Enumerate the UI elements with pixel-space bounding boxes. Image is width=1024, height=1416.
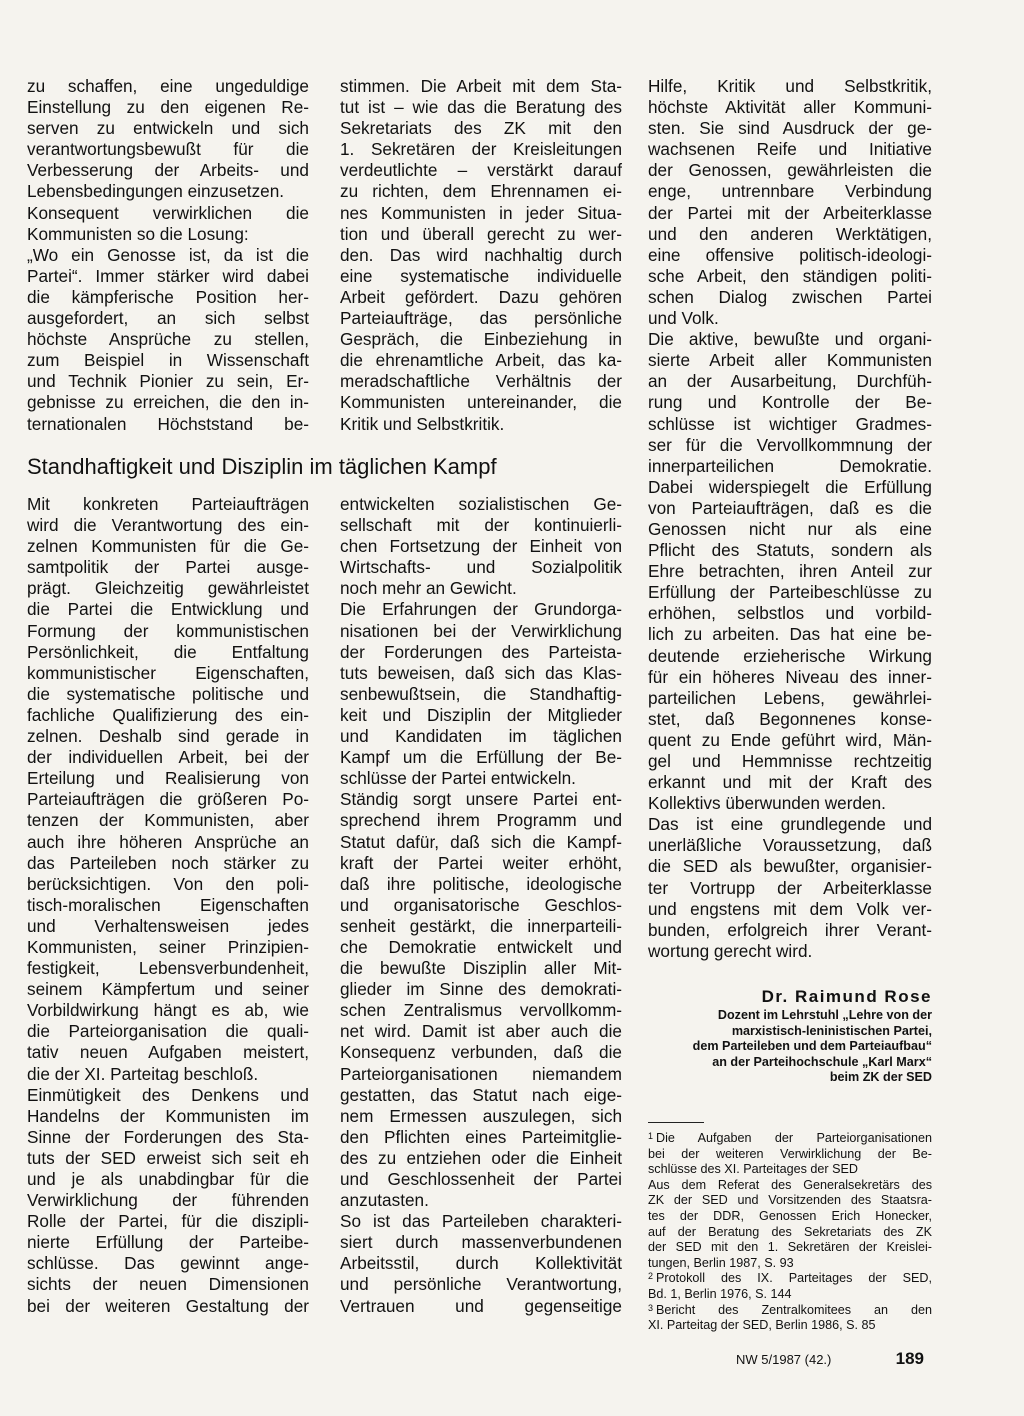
text-line: bunden, erfolgreich ihrer Verant- [648, 919, 932, 940]
text-line: glieder im Sinne des demokrati- [340, 979, 622, 1000]
footnote-text: schlüsse des XI. Parteitages der SED [648, 1162, 858, 1177]
footnote-line [648, 1162, 932, 1178]
text-line: lich zu arbeiten. Das hat eine be- [648, 624, 932, 645]
text-line: Parteiorganisationen niemandem [340, 1063, 622, 1084]
text-line: Rolle der Partei, für die diszipli- [27, 1211, 309, 1232]
text-line: die systematische politische und [27, 683, 309, 704]
footnote-text: Die Aufgaben der Parteiorganisationen [656, 1131, 932, 1145]
text-line: innerparteilichen Demokratie. [648, 455, 932, 476]
text-line: zu schaffen, eine ungeduldige [27, 76, 309, 96]
text-line: gebnisse zu erreichen, die den in- [27, 392, 309, 413]
text-line: Sinne der Forderungen des Sta- [27, 1126, 309, 1147]
text-line: und organisatorische Geschlos- [340, 894, 622, 915]
text-line: siert durch massenverbundenen [340, 1232, 622, 1253]
text-line: deutende erzieherische Wirkung [648, 645, 932, 666]
text-line: kommunistischer Eigenschaften, [27, 662, 309, 683]
text-line: 1. Sekretären der Kreisleitungen [340, 139, 622, 160]
text-line: Ehre betrachten, ihren Anteil zur [648, 561, 932, 582]
text-line: Kollektivs überwunden werden. [648, 793, 886, 814]
text-line: des zu entziehen oder die Einheit [340, 1147, 622, 1168]
text-line: tenzen der Kommunisten, aber [27, 810, 309, 831]
text-line: Genossen nicht nur als eine [648, 518, 932, 539]
text-line: Lebensbedingungen einzusetzen. [27, 181, 285, 202]
column-2-top-text [340, 76, 622, 435]
text-line: Partei“. Immer stärker wird dabei [27, 265, 309, 286]
text-line: Arbeit gefördert. Dazu gehören [340, 286, 622, 307]
text-line: erhöhen, selbstlos und vorbild- [648, 603, 932, 624]
text-line: entwickelten sozialistischen Ge- [340, 494, 622, 514]
journal-issue: NW 5/1987 (42.) [736, 1352, 832, 1367]
section-heading: Standhaftigkeit und Disziplin im täglichen Kampf [27, 454, 497, 479]
text-line: schlüsse. Das gewinnt ange- [27, 1253, 309, 1274]
text-line: Arbeitsstil, durch Kollektivität [340, 1253, 622, 1274]
text-line: Konsequenz verbunden, daß die [340, 1042, 622, 1063]
text-line: die SED als bewußter, organisier- [648, 856, 932, 877]
text-line: Gespräch, die Einbeziehung in [340, 329, 622, 350]
text-line: und den anderen Werktätigen, [648, 223, 932, 244]
footnote-text: tungen, Berlin 1987, S. 93 [648, 1255, 794, 1270]
page-number: 189 [895, 1349, 924, 1368]
text-line: zu richten, dem Ehrennamen ei- [340, 181, 622, 202]
text-line: senbewußtsein, die Standhaftig- [340, 683, 622, 704]
text-line: berücksichtigen. Von den poli- [27, 873, 309, 894]
text-line: meradschaftliche Verhältnis der [340, 371, 622, 392]
footnote-text: bei der weiteren Verwirklichung der Be- [648, 1146, 932, 1161]
text-line: noch mehr an Gewicht. [340, 578, 517, 599]
text-line: zelnen Kommunisten für die Ge- [27, 536, 309, 557]
text-line: stet, daß Begonnenes konse- [648, 708, 932, 729]
text-line: Sekretariats des ZK mit den [340, 118, 622, 139]
text-line: die kämpferische Position her- [27, 286, 309, 307]
author-affiliation-line: beim ZK der SED [829, 1070, 932, 1085]
text-line: Handelns der Kommunisten im [27, 1105, 309, 1126]
text-line: wird die Verantwortung des ein- [27, 515, 309, 536]
text-line: Parteiaufträge, das persönliche [340, 308, 622, 329]
text-line: Kommunisten untereinander, die [340, 392, 622, 413]
text-line: Das ist eine grundlegende und [648, 814, 932, 835]
text-line: und Geschlossenheit der Partei [340, 1169, 622, 1189]
text-line: das Parteileben noch stärker zu [27, 852, 309, 873]
text-line: nisationen bei der Verwirklichung [340, 620, 622, 641]
text-line: verantwortungsbewußt für die [27, 139, 309, 160]
text-line: kraft der Partei weiter erhöht, [340, 852, 622, 873]
footnote-marker: 3 [648, 1302, 654, 1313]
text-line: net wird. Damit ist aber auch die [340, 1021, 622, 1042]
text-line: fachliche Qualifizierung des ein- [27, 704, 309, 725]
text-line: Verwirklichung der führenden [27, 1190, 309, 1211]
footnote-line [648, 1240, 932, 1256]
text-line: Die aktive, bewußte und organi- [648, 329, 932, 350]
text-line: und Technik Pionier zu sein, Er- [27, 371, 309, 392]
text-line: nem Ermessen auszulegen, sich [340, 1105, 622, 1126]
text-line: parteilichen Lebens, gewährlei- [648, 687, 932, 708]
text-line: eine offensive politisch-ideologi- [648, 244, 932, 265]
text-line: festigkeit, Lebensverbundenheit, [27, 958, 309, 979]
text-line: gel und Hemmnisse rechtzeitig [648, 751, 932, 771]
text-line: daß ihre politische, ideologische [340, 873, 622, 894]
text-line: sellschaft mit der kontinuierli- [340, 515, 622, 536]
text-line: den Pflichten eines Parteimitglie- [340, 1126, 622, 1147]
text-line: quent zu Ende geführt wird, Män- [648, 729, 932, 750]
text-line: an der Ausarbeitung, Durchfüh- [648, 371, 932, 392]
text-line: von Parteiaufträgen, daß es die [648, 497, 932, 518]
text-line: ser für die Vervollkommnung der [648, 434, 932, 455]
author-affiliation-line: marxistisch-leninistischen Partei, [731, 1023, 932, 1038]
footnote-line [648, 1209, 932, 1225]
column-2-bottom-text [340, 494, 622, 1317]
text-line: und Verhaltensweisen jedes [27, 915, 309, 936]
footnote-text: XI. Parteitag der SED, Berlin 1986, S. 85 [648, 1318, 876, 1333]
text-line: und je als unabdingbar für die [27, 1169, 309, 1189]
text-line: Erteilung und Realisierung von [27, 768, 309, 789]
text-line: enge, untrennbare Verbindung [648, 181, 932, 202]
text-line: Kritik und Selbstkritik. [340, 413, 505, 434]
text-line: tuts der SED erweist sich seit eh [27, 1147, 309, 1168]
text-line: tuts beweisen, daß sich das Klas- [340, 662, 622, 683]
text-line: prägt. Gleichzeitig gewährleistet [27, 578, 309, 599]
author-affiliation-line: Dozent im Lehrstuhl „Lehre von der [717, 1008, 932, 1022]
text-line: senheit gestärkt, die innerparteili- [340, 915, 622, 936]
text-line: Pflicht des Statuts, sondern als [648, 540, 932, 561]
footnote-line [648, 1318, 932, 1334]
text-line: sprechend ihrem Programm und [340, 810, 622, 831]
text-line: Erfüllung der Parteibeschlüsse zu [648, 582, 932, 603]
column-1-bottom-text [27, 494, 309, 1317]
text-line: samtpolitik der Partei ausge- [27, 557, 309, 578]
text-line: schen Zentralismus vervollkomm- [340, 1000, 622, 1021]
footnote-divider [648, 1122, 704, 1123]
text-line: bei der weiteren Gestaltung der [27, 1295, 309, 1316]
text-line: tativ neuen Aufgaben meistert, [27, 1042, 309, 1063]
text-line: stimmen. Die Arbeit mit dem Sta- [340, 76, 622, 96]
page-footer [736, 1349, 924, 1369]
text-line: nierte Erfüllung der Parteibe- [27, 1232, 309, 1253]
text-line: die der XI. Parteitag beschloß. [27, 1063, 259, 1084]
text-line: Hilfe, Kritik und Selbstkritik, [648, 76, 932, 96]
footnote-text: der SED mit den 1. Sekretären der Kreislei- [648, 1240, 932, 1255]
author-name: Dr. Raimund Rose [761, 987, 932, 1006]
text-line: Konsequent verwirklichen die [27, 202, 309, 223]
text-line: die ehrenamtliche Arbeit, das ka- [340, 350, 622, 371]
text-line: Verbesserung der Arbeits- und [27, 160, 309, 181]
text-line: und persönliche Verantwortung, [340, 1274, 622, 1295]
text-line: den. Das wird nachhaltig durch [340, 244, 622, 265]
text-line: zelnen. Deshalb sind gerade in [27, 726, 309, 747]
text-line: tisch-moralischen Eigenschaften [27, 894, 309, 915]
text-line: der Forderungen des Parteista- [340, 641, 622, 662]
text-line: sierte Arbeit aller Kommunisten [648, 350, 932, 371]
text-line: höchste Aktivität aller Kommuni- [648, 97, 932, 118]
footnote-text: Bericht des Zentralkomitees an den [656, 1302, 932, 1317]
text-line: So ist das Parteileben charakteri- [340, 1211, 622, 1232]
text-line: und Volk. [648, 308, 719, 329]
footnote-line [648, 1271, 932, 1287]
text-line: schlüsse der Partei entwickeln. [340, 768, 576, 789]
text-line: Kampf um die Erfüllung der Be- [340, 747, 622, 768]
footnote-text: Protokoll des IX. Parteitages der SED, [656, 1271, 932, 1286]
footnotes [648, 1131, 932, 1334]
footnote-marker: 2 [648, 1271, 654, 1282]
text-line: nes Kommunisten in jeder Situa- [340, 202, 622, 223]
text-line: serven zu entwickeln und sich [27, 118, 309, 139]
footnote-line [648, 1178, 932, 1194]
text-line: anzutasten. [340, 1190, 429, 1211]
text-line: verdeutlichte – verstärkt darauf [340, 160, 622, 181]
text-line: Dabei widerspiegelt die Erfüllung [648, 476, 932, 497]
footnote-text: Bd. 1, Berlin 1976, S. 144 [648, 1286, 792, 1301]
footnote-text: Aus dem Referat des Generalsekretärs des [648, 1177, 932, 1192]
author-block [648, 986, 932, 1086]
footnote-text: tes der DDR, Genossen Erich Honecker, [648, 1208, 932, 1223]
text-line: Persönlichkeit, die Entfaltung [27, 641, 309, 662]
footnote-line [648, 1287, 932, 1303]
text-line: tion und überall gerecht zu wer- [340, 223, 622, 244]
column-3-text [648, 76, 932, 962]
text-line: eine systematische individuelle [340, 265, 622, 286]
text-line: unerläßliche Voraussetzung, daß [648, 835, 932, 856]
text-line: Wirtschafts- und Sozialpolitik [340, 557, 622, 578]
text-line: der Genossen, gewährleisten die [648, 160, 932, 181]
text-line: Einmütigkeit des Denkens und [27, 1084, 309, 1105]
text-line: Kommunisten, seiner Prinzipien- [27, 936, 309, 957]
footnote-line [648, 1193, 932, 1209]
text-line: die Parteiorganisation die quali- [27, 1021, 309, 1042]
text-line: ter Vortrupp der Arbeiterklasse [648, 877, 932, 898]
text-line: erkannt und mit der Kraft des [648, 772, 932, 793]
footnote-line [648, 1147, 932, 1163]
text-line: ternationalen Höchststand be- [27, 413, 309, 434]
text-line: schen Dialog zwischen Partei [648, 286, 932, 307]
footnote-marker: 1 [648, 1131, 654, 1141]
footnote-line [648, 1225, 932, 1241]
text-line: chen Fortsetzung der Einheit von [340, 536, 622, 557]
text-line: keit und Disziplin der Mitglieder [340, 704, 622, 725]
text-line: Die Erfahrungen der Grundorga- [340, 599, 622, 620]
text-line: die bewußte Disziplin aller Mit- [340, 958, 622, 979]
text-line: sche Arbeit, den ständigen politi- [648, 265, 932, 286]
text-line: Statut dafür, daß sich die Kampf- [340, 831, 622, 852]
text-line: seinem Kämpfertum und seiner [27, 979, 309, 1000]
text-line: tut ist – wie das die Beratung des [340, 97, 622, 118]
text-line: zum Beispiel in Wissenschaft [27, 350, 309, 371]
text-line: sten. Sie sind Ausdruck der ge- [648, 118, 932, 139]
footnote-text: ZK der SED und Vorsitzenden des Staatsra- [648, 1193, 932, 1208]
text-line: Vertrauen und gegenseitige [340, 1295, 622, 1316]
text-line: und Kandidaten im täglichen [340, 726, 622, 747]
author-affiliation-line: dem Parteileben und dem Parteiaufbau“ [692, 1039, 932, 1054]
text-line: che Demokratie entwickelt und [340, 936, 622, 957]
author-affiliation-line: an der Parteihochschule „Karl Marx“ [712, 1054, 932, 1069]
text-line: Formung der kommunistischen [27, 620, 309, 641]
text-line: Mit konkreten Parteiaufträgen [27, 494, 309, 514]
text-line: Vorbildwirkung hängt es ab, wie [27, 1000, 309, 1021]
text-line: sichts der neuen Dimensionen [27, 1274, 309, 1295]
column-1-top-text [27, 76, 309, 435]
text-line: der Partei mit der Arbeiterklasse [648, 202, 932, 223]
text-line: Einstellung zu den eigenen Re- [27, 97, 309, 118]
text-line: Ständig sorgt unsere Partei ent- [340, 789, 622, 810]
text-line: auch ihre höheren Ansprüche an [27, 831, 309, 852]
footnote-text: auf der Beratung des Sekretariats des ZK [648, 1224, 932, 1239]
text-line: wachsenen Reife und Initiative [648, 139, 932, 160]
text-line: ausgefordert, an sich selbst [27, 308, 309, 329]
text-line: höchste Ansprüche zu stellen, [27, 329, 309, 350]
text-line: die Partei die Entwicklung und [27, 599, 309, 620]
text-line: wortung gerecht wird. [648, 940, 813, 961]
text-line: Kommunisten so die Losung: [27, 223, 249, 244]
text-line: rung und Kontrolle der Be- [648, 392, 932, 413]
text-line: Parteiaufträgen die größeren Po- [27, 789, 309, 810]
text-line: gestatten, das Statut nach eige- [340, 1084, 622, 1105]
footnote-line [648, 1131, 932, 1147]
footnote-line [648, 1256, 932, 1272]
text-line: schlüsse ist wichtiger Gradmes- [648, 413, 932, 434]
text-line: für ein höheres Niveau des inner- [648, 666, 932, 687]
text-line: der individuellen Arbeit, bei der [27, 747, 309, 768]
text-line: „Wo ein Genosse ist, da ist die [27, 244, 309, 265]
footnote-line [648, 1303, 932, 1319]
text-line: und engstens mit dem Volk ver- [648, 898, 932, 919]
